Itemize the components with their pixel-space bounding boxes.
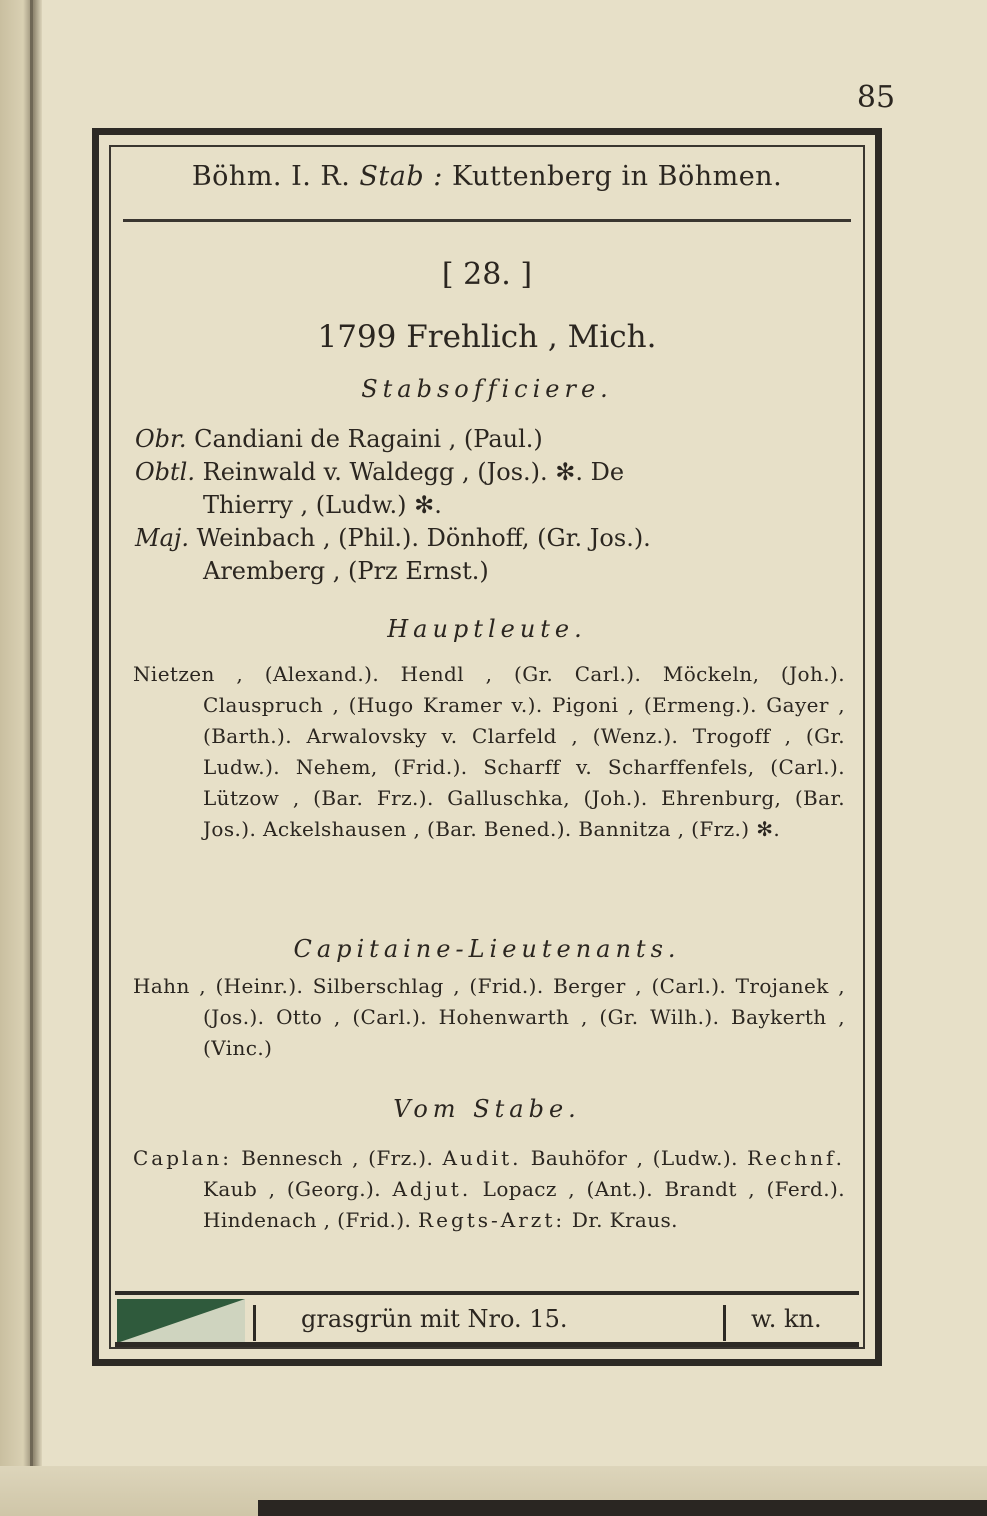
regiment-inhaber: 1799 Frehlich , Mich. bbox=[317, 319, 657, 355]
section-title-stabsofficiere: Stabsofficiere. bbox=[361, 375, 613, 403]
arzt-label: Regts-Arzt: bbox=[418, 1208, 566, 1232]
regiment-inner-frame bbox=[109, 145, 865, 1349]
officer-name: Reinwald v. Waldegg , (Jos.). ✻. De bbox=[202, 458, 625, 486]
officer-name: Weinbach , (Phil.). Dönhoff, (Gr. Jos.). bbox=[196, 524, 651, 552]
header-location: Kuttenberg in Böhmen. bbox=[451, 161, 783, 192]
caplan-name: Bennesch , (Frz.). bbox=[241, 1146, 434, 1170]
caplan-label: Caplan: bbox=[133, 1146, 232, 1170]
officer-entry-continued bbox=[203, 555, 849, 588]
header-rule bbox=[123, 219, 851, 222]
gutter-fold-line bbox=[30, 0, 33, 1516]
page-header bbox=[125, 161, 849, 192]
uniform-button-color: w. kn. bbox=[751, 1305, 822, 1333]
audit-label: Audit. bbox=[442, 1146, 522, 1170]
officer-entry-continued bbox=[203, 489, 849, 522]
page-number: 85 bbox=[856, 80, 896, 115]
section-title-vom-stabe: Vom Stabe. bbox=[393, 1095, 581, 1123]
capitaine-lieutenants-list: Hahn , (Heinr.). Silberschlag , (Frid.). Berger , (Carl.). Trojanek , (Jos.). Otto , (Carl.). Hohenwarth , (Gr. Wilh.). Baykerth , (Vinc.) bbox=[133, 974, 845, 1060]
rechnf-label: Rechnf. bbox=[747, 1146, 846, 1170]
officer-name: Thierry , (Ludw.) ✻. bbox=[203, 491, 442, 519]
rechnf-name: Kaub , (Georg.). bbox=[203, 1177, 381, 1201]
arzt-name: Dr. Kraus. bbox=[571, 1208, 678, 1232]
officer-rank: Maj. bbox=[135, 524, 189, 552]
officer-entry bbox=[135, 423, 849, 456]
audit-name: Bauhöfor , (Ludw.). bbox=[530, 1146, 738, 1170]
officer-entry bbox=[135, 522, 849, 555]
header-stab-label: Stab : bbox=[359, 161, 443, 192]
officer-name: Aremberg , (Prz Ernst.) bbox=[203, 557, 489, 585]
officer-rank: Obr. bbox=[135, 425, 187, 453]
officer-entry bbox=[135, 456, 849, 489]
footer-separator bbox=[253, 1305, 256, 1341]
footer-rule bbox=[115, 1291, 859, 1295]
uniform-footer bbox=[111, 1291, 863, 1347]
officer-name: Candiani de Ragaini , (Paul.) bbox=[194, 425, 543, 453]
hauptleute-list: Nietzen , (Alexand.). Hendl , (Gr. Carl.). Möckeln, (Joh.). Clauspruch , (Hugo Kramer v.). Pigoni , (Ermeng.). Gayer , (Barth.). Arwalovsky v. Clarfeld , (Wenz.). Trogoff , (Gr. Ludw.). Nehem, (Frid.). Scharff v. Scharffenfels, (Carl.). Lützow , (Bar. Frz.). Galluschka, (Joh.). Ehrenburg, (Bar. Jos.). Ackelshausen , (Bar. Bened.). Bannitza , (Frz.) ✻. bbox=[133, 662, 845, 841]
officer-rank: Obtl. bbox=[135, 458, 195, 486]
regiment-frame bbox=[92, 128, 882, 1366]
uniform-facing-color: grasgrün mit Nro. 15. bbox=[301, 1305, 568, 1333]
section-title-capitaine-lieutenants: Capitaine-Lieutenants. bbox=[293, 935, 681, 963]
adjut-label: Adjut. bbox=[392, 1177, 472, 1201]
page-bottom-shadow bbox=[258, 1500, 987, 1516]
footer-separator bbox=[723, 1305, 726, 1341]
book-gutter bbox=[0, 0, 42, 1516]
vom-stabe-list bbox=[133, 1143, 845, 1236]
footer-base-rule bbox=[115, 1342, 859, 1347]
header-prefix: Böhm. I. R. bbox=[191, 161, 351, 192]
adjut-name: Lopacz , (Ant.). Brandt , (Ferd.). Hindenach , (Frid.). bbox=[203, 1177, 845, 1232]
section-title-hauptleute: Hauptleute. bbox=[387, 615, 587, 643]
regiment-number: [ 28. ] bbox=[441, 257, 533, 292]
